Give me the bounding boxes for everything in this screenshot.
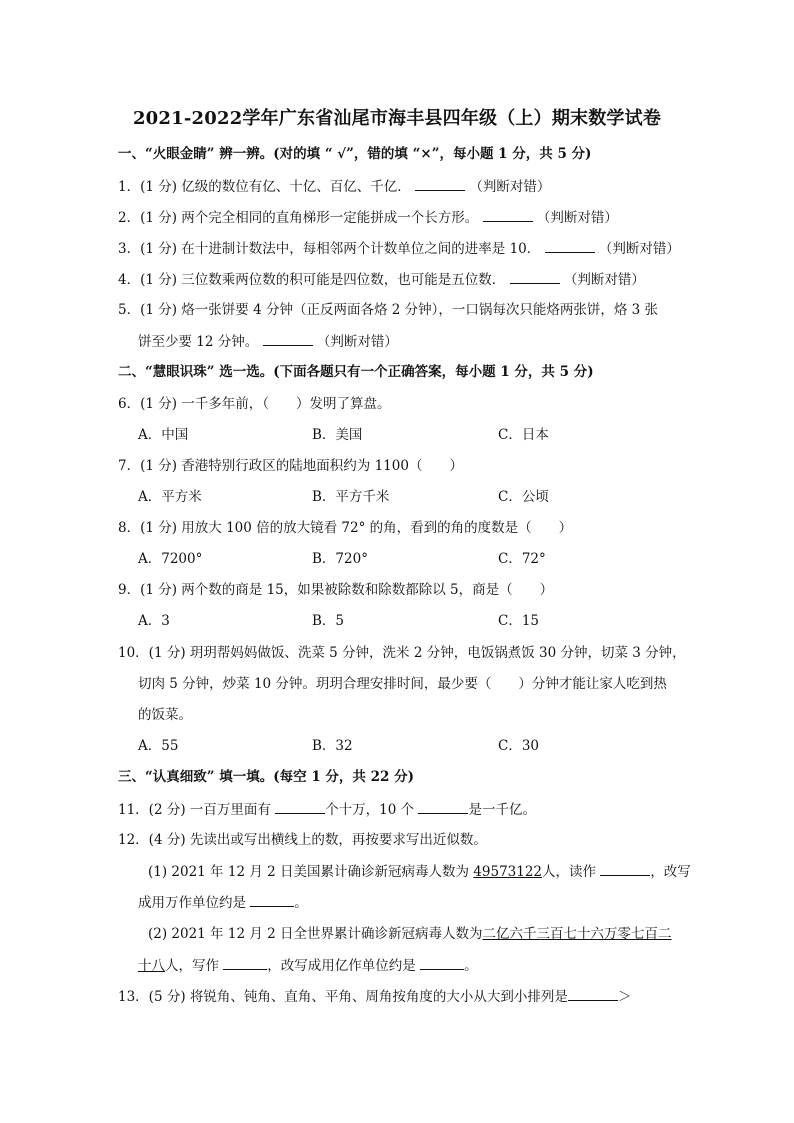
question-text: 1．(1 分) 亿级的数位有亿、十亿、百亿、千亿．	[118, 179, 411, 195]
option-c[interactable]: C．72°	[498, 551, 546, 567]
question-12-sub-2-line-2	[138, 955, 478, 976]
underlined-number: 49573122	[473, 864, 543, 880]
question-text: 饼至少要 12 分钟。	[138, 334, 259, 350]
question-text: (2) 2021 年 12 月 2 日全世界累计确诊新冠病毒人数为	[148, 926, 483, 942]
answer-blank[interactable]	[250, 892, 294, 907]
question-text: 是一千亿。	[468, 802, 536, 818]
answer-blank[interactable]	[275, 799, 325, 814]
question-text: 11．(2 分) 一百万里面有	[118, 802, 276, 818]
section-2-heading: 二、“慧眼识珠” 选一选。(下面各题只有一个正确答案，每小题 1 分，共 5 分)	[118, 364, 594, 380]
answer-blank[interactable]	[415, 176, 465, 191]
question-10-line-1: 10．(1 分) 玥玥帮妈妈做饭、洗菜 5 分钟，洗米 2 分钟，电饭锅煮饭 30 分钟，切菜 3 分钟，	[118, 645, 686, 661]
question-11	[118, 799, 536, 820]
question-hint: （判断对错）	[469, 179, 551, 195]
option-b[interactable]: B．5	[312, 613, 345, 629]
question-text: 3．(1 分) 在十进制计数法中，每相邻两个计数单位之间的进率是 10．	[118, 241, 541, 257]
question-7: 7．(1 分) 香港特别行政区的陆地面积约为 1100（ ）	[118, 458, 463, 474]
option-a[interactable]: A．7200°	[138, 551, 203, 567]
question-text: 成用万作单位约是	[138, 895, 251, 911]
question-10-line-2: 切肉 5 分钟，炒菜 10 分钟。玥玥合理安排时间，最少要（ ）分钟才能让家人吃到热	[138, 676, 667, 692]
section-3-heading: 三、“认真细致” 填一填。(每空 1 分，共 22 分)	[118, 769, 414, 785]
page-title: 2021-2022学年广东省汕尾市海丰县四年级（上）期末数学试卷	[132, 108, 662, 129]
option-a[interactable]: A．平方米	[138, 489, 202, 505]
question-12-sub-1-line-1	[148, 861, 691, 882]
option-a[interactable]: A．中国	[138, 427, 189, 443]
question-1	[118, 176, 550, 197]
answer-blank[interactable]	[418, 799, 468, 814]
question-hint: （判断对错）	[598, 241, 680, 257]
answer-blank[interactable]	[568, 986, 618, 1001]
question-text: 4．(1 分) 三位数乘两位数的积可能是四位数，也可能是五位数．	[118, 272, 506, 288]
option-a[interactable]: A．55	[138, 738, 179, 754]
underlined-number: 十八	[138, 958, 165, 974]
question-text: 13．(5 分) 将锐角、钝角、直角、平角、周角按角度的大小从大到小排列是	[118, 989, 568, 1005]
question-text: ，改写	[650, 864, 691, 880]
question-text: 2．(1 分) 两个完全相同的直角梯形一定能拼成一个长方形。	[118, 210, 479, 226]
option-b[interactable]: B．720°	[312, 551, 368, 567]
question-5-line-1: 5．(1 分) 烙一张饼要 4 分钟（正反两面各烙 2 分钟），一口锅每次只能烙两张饼，烙 3 张	[118, 302, 659, 318]
answer-blank[interactable]	[510, 269, 560, 284]
option-c[interactable]: C．日本	[498, 427, 549, 443]
question-text: ，改写成用亿作单位约是	[267, 958, 421, 974]
question-hint: （判断对错）	[563, 272, 645, 288]
question-4	[118, 269, 645, 290]
question-2	[118, 207, 618, 228]
section-1-heading: 一、“火眼金睛” 辨一辨。(对的填 “ √”，错的填 “×”，每小题 1 分，共 5 分)	[118, 146, 592, 162]
answer-blank[interactable]	[483, 207, 533, 222]
question-12-sub-1-line-2	[138, 892, 308, 913]
question-3	[118, 238, 680, 259]
answer-blank[interactable]	[223, 955, 267, 970]
question-10-line-3: 的饭菜。	[138, 707, 192, 723]
question-hint: （判断对错）	[316, 334, 398, 350]
question-8: 8．(1 分) 用放大 100 倍的放大镜看 72° 的角，看到的角的度数是（ ）	[118, 520, 573, 536]
question-6: 6．(1 分) 一千多年前，（ ）发明了算盘。	[118, 396, 391, 412]
option-c[interactable]: C．30	[498, 738, 540, 754]
question-12-sub-2-line-1	[148, 924, 672, 944]
answer-blank[interactable]	[545, 238, 595, 253]
question-9: 9．(1 分) 两个数的商是 15，如果被除数和除数都除以 5，商是（ ）	[118, 582, 554, 598]
question-12: 12．(4 分) 先读出或写出横线上的数，再按要求写出近似数。	[118, 832, 487, 848]
option-c[interactable]: C．15	[498, 613, 540, 629]
option-a[interactable]: A．3	[138, 613, 170, 629]
option-b[interactable]: B．美国	[312, 427, 363, 443]
option-b[interactable]: B．32	[312, 738, 353, 754]
greater-than-sign: ＞	[617, 989, 632, 1005]
option-c[interactable]: C．公顷	[498, 489, 549, 505]
question-text: 。	[294, 895, 308, 911]
answer-blank[interactable]	[600, 861, 650, 876]
question-text: 个十万，10 个	[325, 802, 419, 818]
answer-blank[interactable]	[263, 331, 313, 346]
question-text: 。	[464, 958, 478, 974]
question-text: 人，写作	[165, 958, 224, 974]
question-5-line-2	[138, 331, 398, 352]
underlined-number: 二亿六千三百七十六万零七百二	[482, 926, 672, 942]
answer-blank[interactable]	[420, 955, 464, 970]
question-text: (1) 2021 年 12 月 2 日美国累计确诊新冠病毒人数为	[148, 864, 474, 880]
option-b[interactable]: B．平方千米	[312, 489, 390, 505]
question-hint: （判断对错）	[536, 210, 618, 226]
question-text: 人，读作	[542, 864, 601, 880]
question-13	[118, 986, 631, 1007]
